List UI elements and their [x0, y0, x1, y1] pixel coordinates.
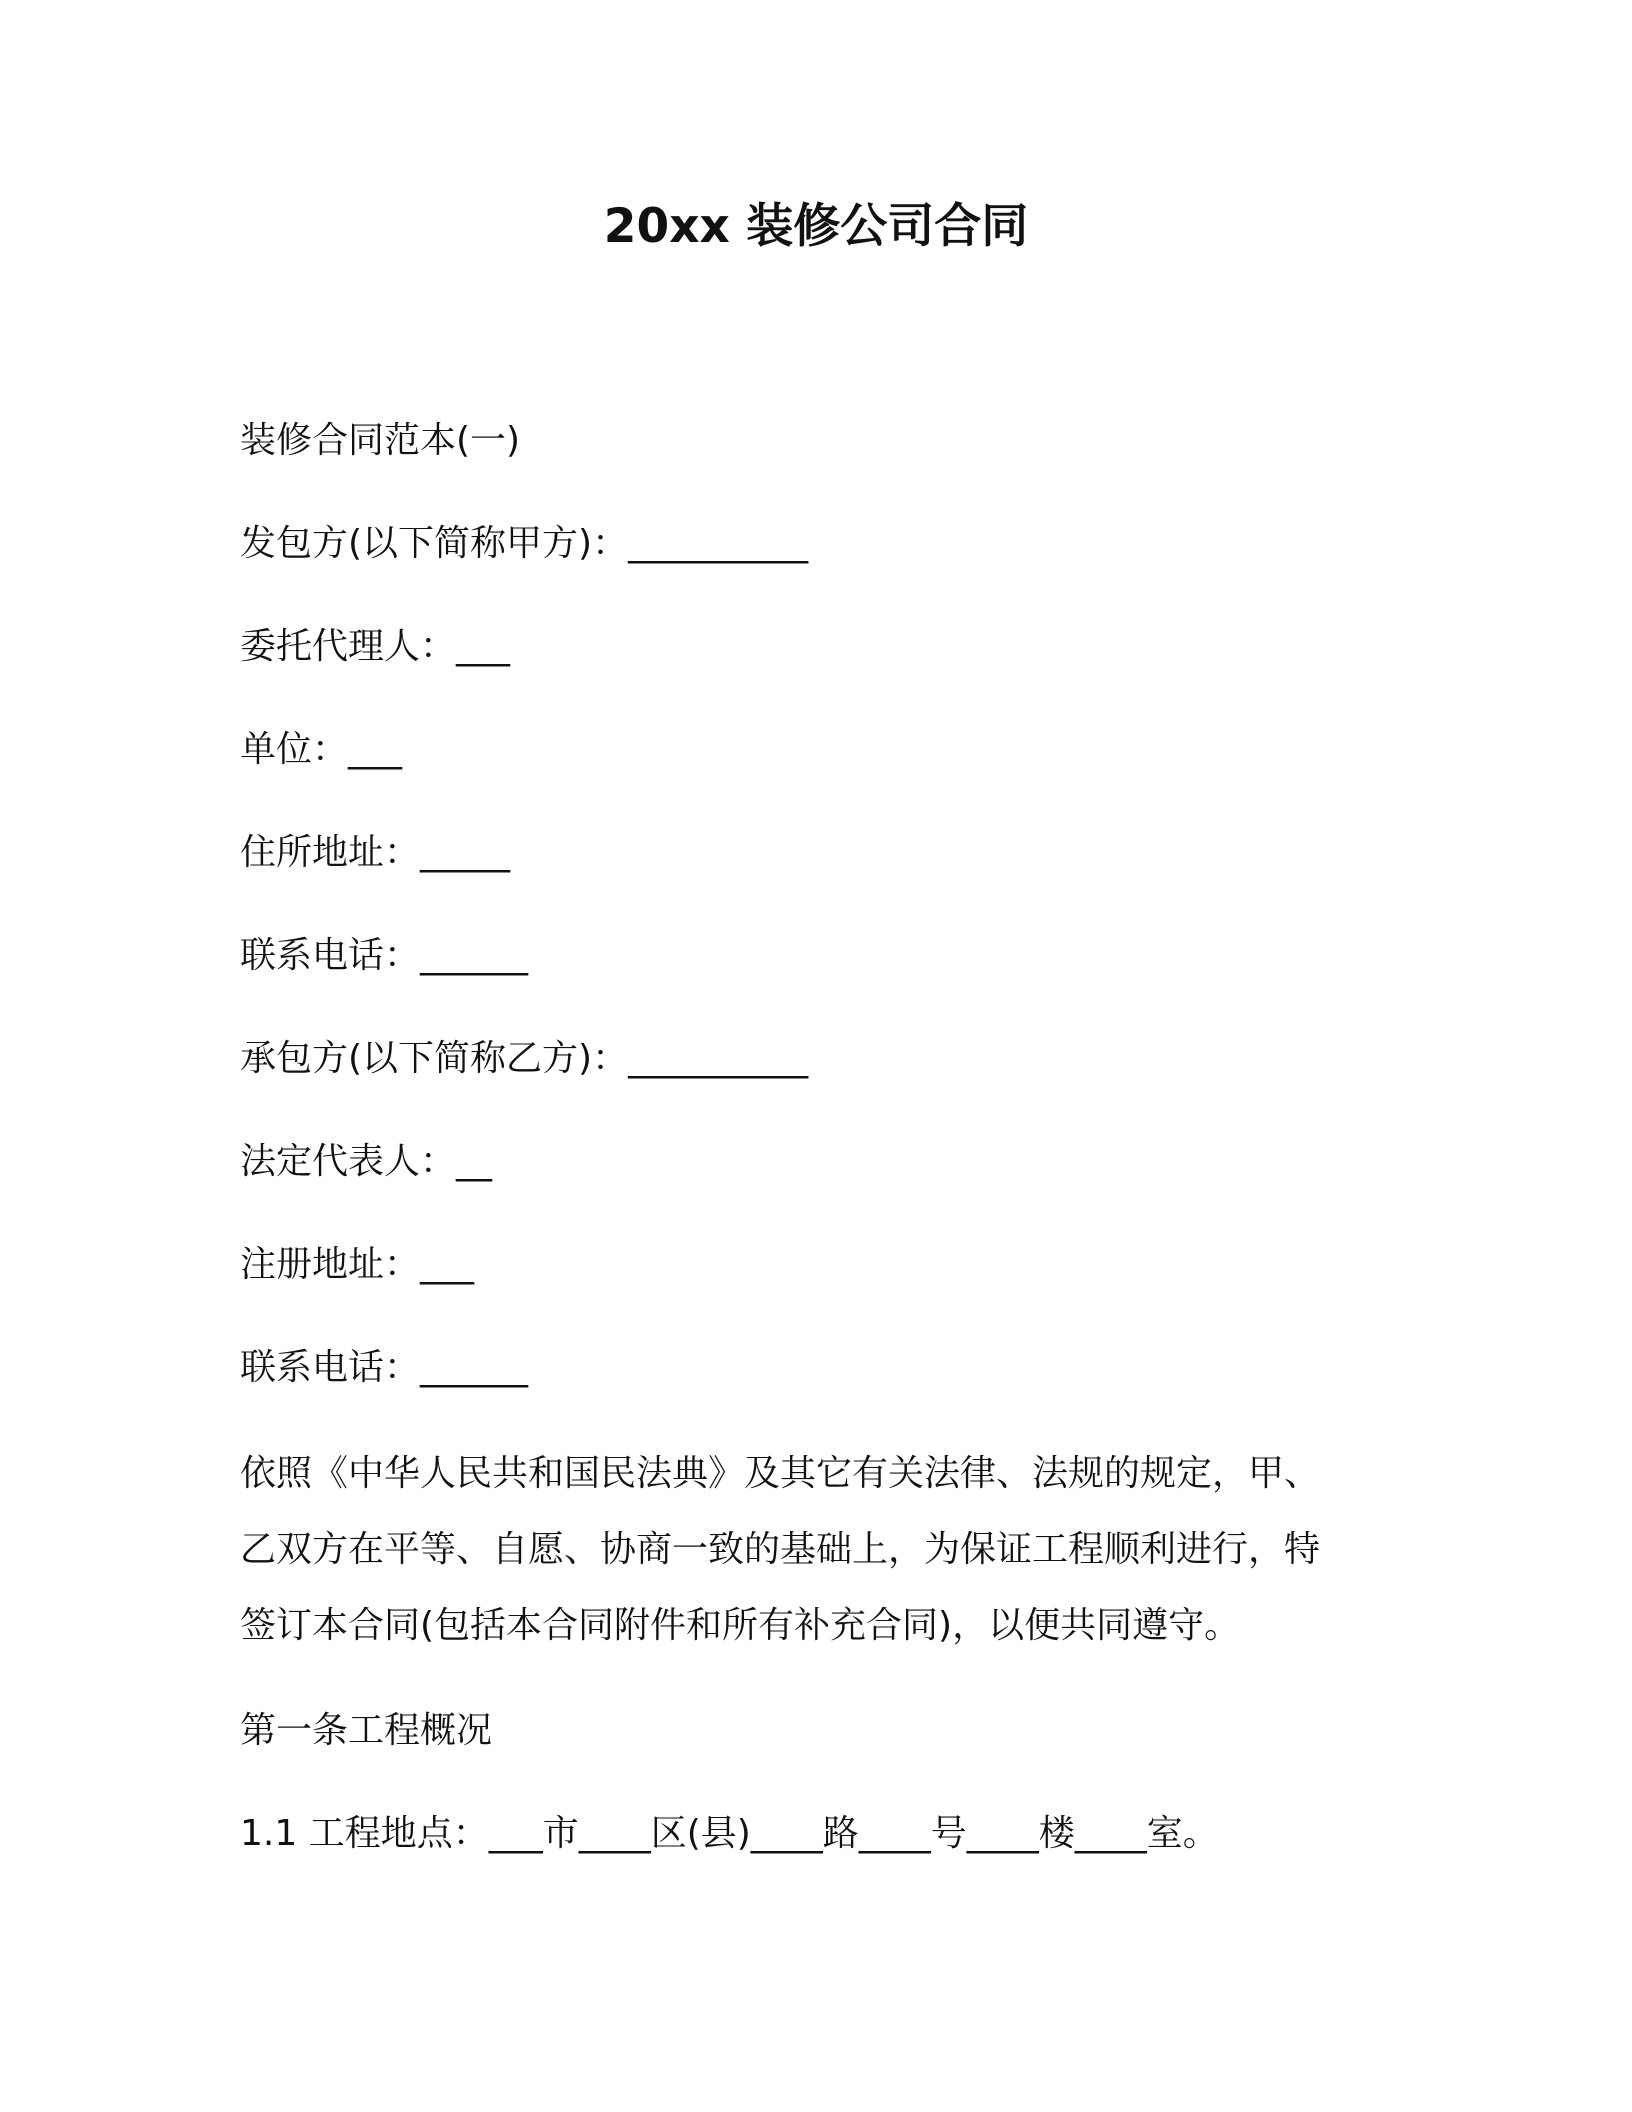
- field-party-b-phone: 联系电话：______: [240, 1347, 529, 1388]
- preamble-line: 乙双方在平等、自愿、协商一致的基础上，为保证工程顺利进行，特: [240, 1529, 1321, 1570]
- preamble-paragraph: [240, 1436, 1390, 1664]
- field-party-a-agent: 委托代理人：___: [240, 626, 511, 667]
- preamble-line: 依照《中华人民共和国民法典》及其它有关法律、法规的规定，甲、: [240, 1453, 1321, 1494]
- section-heading: 第一条工程概况: [240, 1710, 493, 1751]
- field-party-a-unit: 单位：___: [240, 729, 403, 770]
- document-title: 20xx 装修公司合同: [603, 199, 1029, 254]
- field-party-a-phone: 联系电话：______: [240, 935, 529, 976]
- clause-1-1: 1.1 工程地点：___市____区(县)____路____号____楼____室。: [240, 1813, 1219, 1854]
- field-party-b-legal-rep: 法定代表人：__: [240, 1141, 493, 1182]
- field-party-b-address: 注册地址：___: [240, 1244, 475, 1285]
- field-party-a-address: 住所地址：_____: [240, 832, 511, 873]
- field-party-b: 承包方(以下简称乙方)：__________: [240, 1038, 809, 1079]
- contract-subtitle: 装修合同范本(一): [240, 420, 521, 461]
- field-party-a: 发包方(以下简称甲方)：__________: [240, 523, 809, 564]
- preamble-line: 签订本合同(包括本合同附件和所有补充合同)，以便共同遵守。: [240, 1605, 1241, 1646]
